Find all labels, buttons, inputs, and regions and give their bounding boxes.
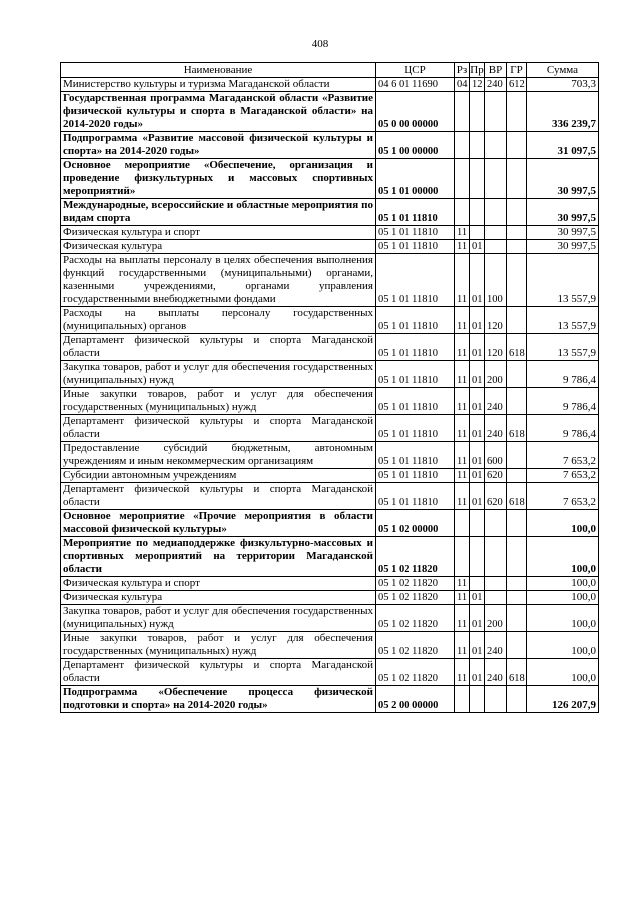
cell-sum: 9 786,4 bbox=[527, 388, 599, 415]
header-name: Наименование bbox=[61, 63, 376, 78]
cell-pr: 12 bbox=[470, 78, 485, 92]
cell-vr bbox=[485, 226, 507, 240]
cell-gr: 618 bbox=[507, 415, 527, 442]
cell-gr bbox=[507, 632, 527, 659]
table-row bbox=[61, 483, 599, 510]
cell-csr: 05 1 02 11820 bbox=[376, 605, 455, 632]
cell-gr bbox=[507, 159, 527, 199]
cell-csr: 05 1 01 11810 bbox=[376, 199, 455, 226]
cell-rz: 11 bbox=[455, 361, 470, 388]
cell-csr: 05 1 02 11820 bbox=[376, 577, 455, 591]
cell-pr: 01 bbox=[470, 240, 485, 254]
cell-csr: 05 1 01 11810 bbox=[376, 483, 455, 510]
table-row bbox=[61, 510, 599, 537]
cell-name: Расходы на выплаты персоналу государственных (муниципальных) органов bbox=[61, 307, 376, 334]
header-gr: ГР bbox=[507, 63, 527, 78]
cell-pr: 01 bbox=[470, 442, 485, 469]
cell-rz: 11 bbox=[455, 442, 470, 469]
cell-gr bbox=[507, 510, 527, 537]
cell-pr: 01 bbox=[470, 605, 485, 632]
cell-vr: 120 bbox=[485, 307, 507, 334]
cell-pr bbox=[470, 577, 485, 591]
cell-pr: 01 bbox=[470, 659, 485, 686]
cell-csr: 05 1 01 11810 bbox=[376, 469, 455, 483]
cell-pr: 01 bbox=[470, 254, 485, 307]
cell-gr: 612 bbox=[507, 78, 527, 92]
table-row bbox=[61, 78, 599, 92]
cell-rz bbox=[455, 199, 470, 226]
cell-gr bbox=[507, 132, 527, 159]
cell-sum: 9 786,4 bbox=[527, 415, 599, 442]
cell-vr bbox=[485, 159, 507, 199]
table-row bbox=[61, 159, 599, 199]
cell-gr bbox=[507, 537, 527, 577]
cell-vr: 240 bbox=[485, 659, 507, 686]
table-row bbox=[61, 686, 599, 713]
cell-name: Основное мероприятие «Обеспечение, организация и проведение физкультурных и массовых спортивных мероприятий» bbox=[61, 159, 376, 199]
table-row bbox=[61, 537, 599, 577]
cell-pr: 01 bbox=[470, 632, 485, 659]
cell-sum: 100,0 bbox=[527, 659, 599, 686]
cell-vr bbox=[485, 591, 507, 605]
table-row bbox=[61, 361, 599, 388]
cell-gr bbox=[507, 577, 527, 591]
cell-csr: 05 1 01 00000 bbox=[376, 159, 455, 199]
cell-gr bbox=[507, 591, 527, 605]
header-vr: ВР bbox=[485, 63, 507, 78]
cell-rz: 11 bbox=[455, 483, 470, 510]
cell-csr: 05 1 01 11810 bbox=[376, 307, 455, 334]
cell-name: Государственная программа Магаданской области «Развитие физической культуры и спорта в Магаданской области» на 2014-2020 годы» bbox=[61, 92, 376, 132]
cell-sum: 9 786,4 bbox=[527, 361, 599, 388]
cell-sum: 13 557,9 bbox=[527, 334, 599, 361]
cell-sum: 100,0 bbox=[527, 605, 599, 632]
cell-rz: 11 bbox=[455, 307, 470, 334]
cell-vr: 240 bbox=[485, 632, 507, 659]
cell-csr: 04 6 01 11690 bbox=[376, 78, 455, 92]
table-row bbox=[61, 307, 599, 334]
cell-gr bbox=[507, 240, 527, 254]
cell-vr: 100 bbox=[485, 254, 507, 307]
table-row bbox=[61, 199, 599, 226]
table-row bbox=[61, 632, 599, 659]
cell-csr: 05 1 01 11810 bbox=[376, 254, 455, 307]
cell-vr: 620 bbox=[485, 483, 507, 510]
cell-gr bbox=[507, 361, 527, 388]
cell-vr bbox=[485, 537, 507, 577]
cell-pr: 01 bbox=[470, 334, 485, 361]
cell-name: Иные закупки товаров, работ и услуг для обеспечения государственных (муниципальных) нужд bbox=[61, 632, 376, 659]
cell-sum: 30 997,5 bbox=[527, 226, 599, 240]
cell-vr: 240 bbox=[485, 415, 507, 442]
cell-pr: 01 bbox=[470, 591, 485, 605]
cell-sum: 100,0 bbox=[527, 510, 599, 537]
cell-rz: 11 bbox=[455, 254, 470, 307]
table-row bbox=[61, 659, 599, 686]
cell-csr: 05 1 01 11810 bbox=[376, 415, 455, 442]
cell-name: Физическая культура и спорт bbox=[61, 226, 376, 240]
table-row bbox=[61, 334, 599, 361]
table-row bbox=[61, 254, 599, 307]
cell-sum: 336 239,7 bbox=[527, 92, 599, 132]
table-header-row bbox=[61, 63, 599, 78]
table-row bbox=[61, 388, 599, 415]
cell-gr bbox=[507, 388, 527, 415]
table-row bbox=[61, 132, 599, 159]
cell-sum: 30 997,5 bbox=[527, 159, 599, 199]
cell-gr bbox=[507, 605, 527, 632]
cell-csr: 05 1 02 11820 bbox=[376, 537, 455, 577]
cell-pr: 01 bbox=[470, 388, 485, 415]
cell-vr bbox=[485, 92, 507, 132]
header-rz: Рз bbox=[455, 63, 470, 78]
cell-pr bbox=[470, 132, 485, 159]
cell-gr bbox=[507, 686, 527, 713]
cell-pr: 01 bbox=[470, 307, 485, 334]
cell-sum: 13 557,9 bbox=[527, 307, 599, 334]
cell-csr: 05 1 02 11820 bbox=[376, 632, 455, 659]
cell-csr: 05 2 00 00000 bbox=[376, 686, 455, 713]
cell-name: Министерство культуры и туризма Магаданской области bbox=[61, 78, 376, 92]
cell-rz: 11 bbox=[455, 226, 470, 240]
cell-vr: 200 bbox=[485, 361, 507, 388]
cell-gr bbox=[507, 442, 527, 469]
cell-gr bbox=[507, 199, 527, 226]
cell-csr: 05 1 02 11820 bbox=[376, 659, 455, 686]
cell-vr: 620 bbox=[485, 469, 507, 483]
cell-rz: 11 bbox=[455, 334, 470, 361]
cell-vr bbox=[485, 240, 507, 254]
cell-pr bbox=[470, 686, 485, 713]
cell-sum: 100,0 bbox=[527, 577, 599, 591]
cell-gr bbox=[507, 307, 527, 334]
cell-vr: 120 bbox=[485, 334, 507, 361]
table-row bbox=[61, 605, 599, 632]
cell-name: Департамент физической культуры и спорта Магаданской области bbox=[61, 334, 376, 361]
cell-csr: 05 1 02 00000 bbox=[376, 510, 455, 537]
cell-gr bbox=[507, 254, 527, 307]
table-row bbox=[61, 442, 599, 469]
cell-rz: 11 bbox=[455, 240, 470, 254]
cell-name: Подпрограмма «Развитие массовой физической культуры и спорта» на 2014-2020 годы» bbox=[61, 132, 376, 159]
cell-pr bbox=[470, 199, 485, 226]
cell-sum: 7 653,2 bbox=[527, 442, 599, 469]
cell-name: Иные закупки товаров, работ и услуг для обеспечения государственных (муниципальных) нужд bbox=[61, 388, 376, 415]
budget-table bbox=[60, 62, 599, 713]
header-sum: Сумма bbox=[527, 63, 599, 78]
cell-pr: 01 bbox=[470, 483, 485, 510]
cell-rz: 11 bbox=[455, 577, 470, 591]
cell-vr bbox=[485, 132, 507, 159]
cell-csr: 05 1 02 11820 bbox=[376, 591, 455, 605]
table-body bbox=[61, 78, 599, 713]
header-csr: ЦСР bbox=[376, 63, 455, 78]
cell-vr bbox=[485, 686, 507, 713]
cell-rz bbox=[455, 686, 470, 713]
cell-rz: 11 bbox=[455, 591, 470, 605]
cell-sum: 13 557,9 bbox=[527, 254, 599, 307]
cell-rz bbox=[455, 92, 470, 132]
table-row bbox=[61, 415, 599, 442]
table-row bbox=[61, 240, 599, 254]
cell-vr: 240 bbox=[485, 388, 507, 415]
cell-sum: 30 997,5 bbox=[527, 199, 599, 226]
cell-gr bbox=[507, 92, 527, 132]
cell-rz bbox=[455, 510, 470, 537]
cell-rz bbox=[455, 132, 470, 159]
cell-pr bbox=[470, 537, 485, 577]
cell-sum: 7 653,2 bbox=[527, 483, 599, 510]
cell-name: Субсидии автономным учреждениям bbox=[61, 469, 376, 483]
cell-name: Департамент физической культуры и спорта Магаданской области bbox=[61, 415, 376, 442]
cell-vr bbox=[485, 199, 507, 226]
cell-rz bbox=[455, 159, 470, 199]
cell-csr: 05 1 01 11810 bbox=[376, 442, 455, 469]
cell-rz: 11 bbox=[455, 659, 470, 686]
cell-name: Основное мероприятие «Прочие мероприятия в области массовой физической культуры» bbox=[61, 510, 376, 537]
cell-vr bbox=[485, 510, 507, 537]
cell-vr bbox=[485, 577, 507, 591]
cell-name: Закупка товаров, работ и услуг для обеспечения государственных (муниципальных) нужд bbox=[61, 361, 376, 388]
cell-csr: 05 1 01 11810 bbox=[376, 226, 455, 240]
cell-sum: 126 207,9 bbox=[527, 686, 599, 713]
cell-vr: 200 bbox=[485, 605, 507, 632]
cell-csr: 05 1 01 11810 bbox=[376, 240, 455, 254]
table-row bbox=[61, 469, 599, 483]
cell-vr: 600 bbox=[485, 442, 507, 469]
cell-sum: 100,0 bbox=[527, 591, 599, 605]
cell-csr: 05 1 01 11810 bbox=[376, 388, 455, 415]
cell-sum: 7 653,2 bbox=[527, 469, 599, 483]
cell-name: Департамент физической культуры и спорта Магаданской области bbox=[61, 659, 376, 686]
cell-sum: 30 997,5 bbox=[527, 240, 599, 254]
cell-sum: 703,3 bbox=[527, 78, 599, 92]
cell-pr: 01 bbox=[470, 469, 485, 483]
cell-name: Международные, всероссийские и областные мероприятия по видам спорта bbox=[61, 199, 376, 226]
cell-name: Департамент физической культуры и спорта Магаданской области bbox=[61, 483, 376, 510]
cell-csr: 05 1 01 11810 bbox=[376, 361, 455, 388]
cell-gr bbox=[507, 226, 527, 240]
table-row bbox=[61, 226, 599, 240]
cell-pr bbox=[470, 510, 485, 537]
cell-sum: 100,0 bbox=[527, 632, 599, 659]
header-pr: Пр bbox=[470, 63, 484, 76]
table-row bbox=[61, 591, 599, 605]
cell-pr bbox=[470, 159, 485, 199]
cell-name: Физическая культура и спорт bbox=[61, 577, 376, 591]
cell-name: Расходы на выплаты персоналу в целях обеспечения выполнения функций государственными (муниципальными) органами, казенными учреждениями, органами управления государственными внебюджетными фондами bbox=[61, 254, 376, 307]
cell-csr: 05 1 00 00000 bbox=[376, 132, 455, 159]
cell-name: Мероприятие по медиаподдержке физкультурно-массовых и спортивных мероприятий на территории Магаданской области bbox=[61, 537, 376, 577]
cell-csr: 05 1 01 11810 bbox=[376, 334, 455, 361]
table-row bbox=[61, 577, 599, 591]
cell-vr: 240 bbox=[485, 78, 507, 92]
cell-pr bbox=[470, 92, 485, 132]
cell-name: Подпрограмма «Обеспечение процесса физической подготовки и спорта» на 2014-2020 годы» bbox=[61, 686, 376, 713]
cell-gr: 618 bbox=[507, 334, 527, 361]
cell-rz: 11 bbox=[455, 469, 470, 483]
cell-sum: 100,0 bbox=[527, 537, 599, 577]
cell-rz: 11 bbox=[455, 605, 470, 632]
cell-rz: 11 bbox=[455, 388, 470, 415]
cell-name: Закупка товаров, работ и услуг для обеспечения государственных (муниципальных) нужд bbox=[61, 605, 376, 632]
cell-rz: 11 bbox=[455, 632, 470, 659]
table-row bbox=[61, 92, 599, 132]
cell-name: Предоставление субсидий бюджетным, автономным учреждениям и иным некоммерческим организациям bbox=[61, 442, 376, 469]
cell-rz: 04 bbox=[455, 78, 470, 92]
cell-name: Физическая культура bbox=[61, 591, 376, 605]
cell-gr: 618 bbox=[507, 659, 527, 686]
cell-sum: 31 097,5 bbox=[527, 132, 599, 159]
cell-rz bbox=[455, 537, 470, 577]
cell-pr: 01 bbox=[470, 361, 485, 388]
cell-name: Физическая культура bbox=[61, 240, 376, 254]
cell-csr: 05 0 00 00000 bbox=[376, 92, 455, 132]
cell-pr bbox=[470, 226, 485, 240]
cell-gr bbox=[507, 469, 527, 483]
page-number: 408 bbox=[311, 38, 329, 50]
cell-rz: 11 bbox=[455, 415, 470, 442]
cell-gr: 618 bbox=[507, 483, 527, 510]
cell-pr: 01 bbox=[470, 415, 485, 442]
